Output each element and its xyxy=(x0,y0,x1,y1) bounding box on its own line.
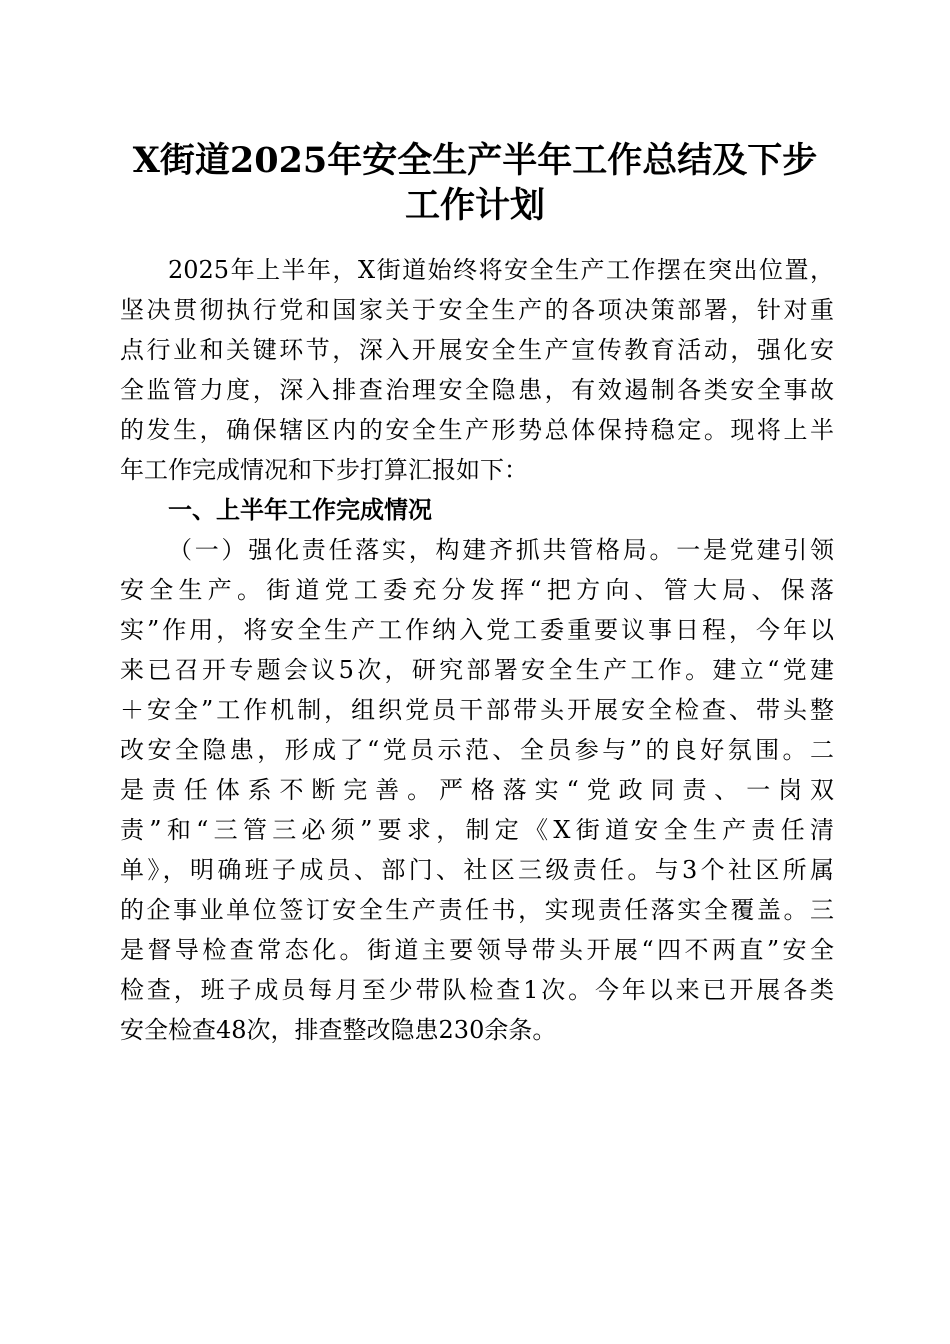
paragraph-line: 责”和“三管三必须”要求，制定《X街道安全生产责任清 xyxy=(120,816,834,844)
paragraph-line: 的企事业单位签订安全生产责任书，实现责任落实全覆盖。三 xyxy=(120,896,834,924)
document-title xyxy=(100,138,850,228)
paragraph-line: 是责任体系不断完善。严格落实“党政同责、一岗双 xyxy=(120,776,834,804)
section-heading: 一、上半年工作完成情况 xyxy=(168,496,432,524)
document-body xyxy=(120,250,834,1050)
paragraph-line: 检查，班子成员每月至少带队检查1次。今年以来已开展各类 xyxy=(120,976,834,1004)
paragraph-line: 2025年上半年，X街道始终将安全生产工作摆在突出位置， xyxy=(168,256,834,284)
document-title-line-1: X街道2025年安全生产半年工作总结及下步 xyxy=(132,140,818,181)
subsection-paragraph xyxy=(120,530,834,1050)
paragraph-line: 是督导检查常态化。街道主要领导带头开展“四不两直”安全 xyxy=(120,936,834,964)
paragraph-line: 实”作用，将安全生产工作纳入党工委重要议事日程，今年以 xyxy=(120,616,834,644)
paragraph-line: 安全生产。街道党工委充分发挥“把方向、管大局、保落 xyxy=(120,576,834,604)
document-title-line-2: 工作计划 xyxy=(404,185,545,226)
intro-paragraph xyxy=(120,250,834,490)
paragraph-line: （一）强化责任落实，构建齐抓共管格局。一是党建引领 xyxy=(168,536,834,564)
paragraph-line: ＋安全”工作机制，组织党员干部带头开展安全检查、带头整 xyxy=(120,696,834,724)
paragraph-line: 来已召开专题会议5次，研究部署安全生产工作。建立“党建 xyxy=(120,656,834,684)
paragraph-line: 坚决贯彻执行党和国家关于安全生产的各项决策部署，针对重 xyxy=(120,296,834,324)
paragraph-line: 点行业和关键环节，深入开展安全生产宣传教育活动，强化安 xyxy=(120,336,834,364)
paragraph-line: 的发生，确保辖区内的安全生产形势总体保持稳定。现将上半 xyxy=(120,416,834,444)
paragraph-line: 单》，明确班子成员、部门、社区三级责任。与3个社区所属 xyxy=(120,856,834,884)
paragraph-line: 全监管力度，深入排查治理安全隐患，有效遏制各类安全事故 xyxy=(120,376,834,404)
paragraph-line: 安全检查48次，排查整改隐患230余条。 xyxy=(120,1016,557,1044)
paragraph-line: 年工作完成情况和下步打算汇报如下： xyxy=(120,456,528,484)
paragraph-line: 改安全隐患，形成了“党员示范、全员参与”的良好氛围。二 xyxy=(120,736,834,764)
